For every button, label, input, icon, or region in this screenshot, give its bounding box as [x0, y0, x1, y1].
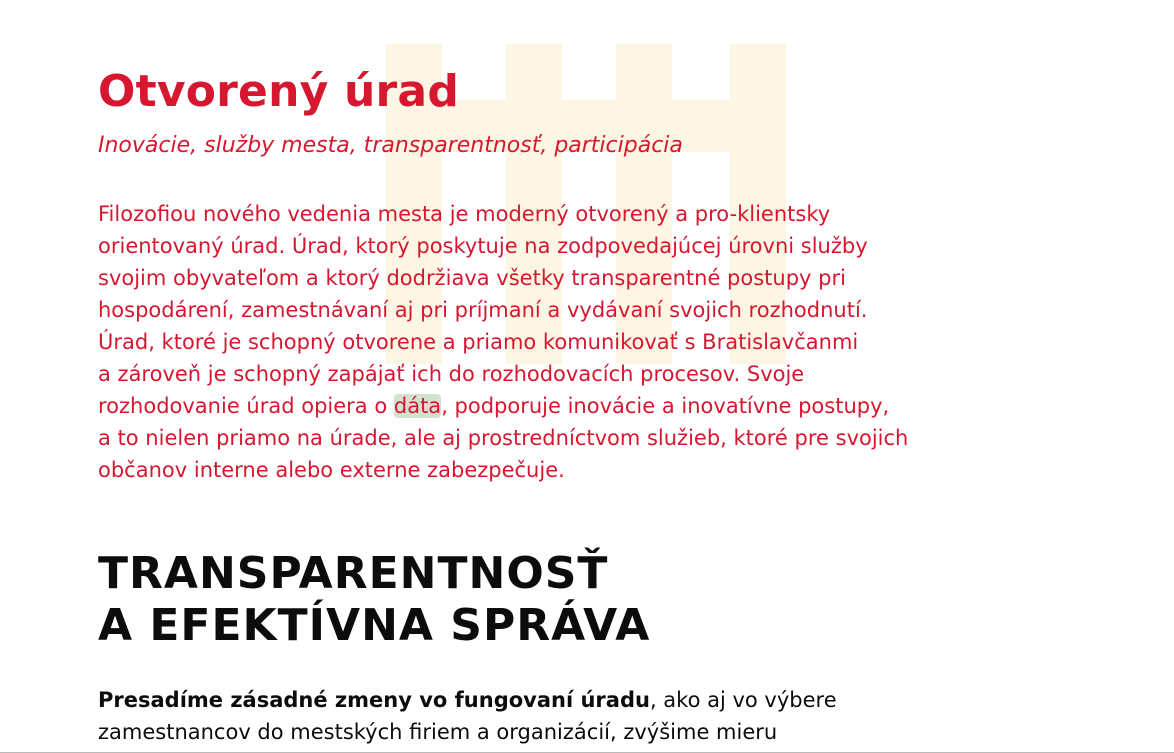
intro-line: Filozofiou nového vedenia mesta je moderný otvorený a pro-klientsky — [98, 202, 831, 226]
intro-line: občanov interne alebo externe zabezpečuje. — [98, 458, 565, 482]
intro-line: orientovaný úrad. Úrad, ktorý poskytuje na zodpovedajúcej úrovni služby — [98, 234, 868, 258]
body-line: zamestnancov do mestských firiem a organizácií, zvýšime mieru — [98, 720, 778, 744]
section-heading — [98, 548, 650, 652]
highlighted-word: dáta — [393, 394, 442, 418]
intro-line-segment: , podporuje inovácie a inovatívne postupy, — [441, 394, 890, 418]
intro-line: hospodárení, zamestnávaní aj pri príjmaní a vydávaní svojich rozhodnutí. — [98, 298, 868, 322]
intro-line: Úrad, ktoré je schopný otvorene a priamo komunikovať s Bratislavčanmi — [98, 330, 859, 354]
intro-line: a zároveň je schopný zapájať ich do rozhodovacích procesov. Svoje — [98, 362, 805, 386]
body-line — [98, 684, 837, 716]
body-bold-text: Presadíme zásadné zmeny vo fungovaní úradu — [98, 688, 650, 712]
intro-line: svojim obyvateľom a ktorý dodržiava všetky transparentné postupy pri — [98, 266, 846, 290]
intro-line-segment: rozhodovanie úrad opiera o — [98, 394, 394, 418]
page-title: Otvorený úrad — [98, 66, 460, 117]
intro-line — [98, 390, 908, 422]
intro-paragraph — [98, 198, 908, 486]
intro-line: a to nielen priamo na úrade, ale aj prostredníctvom služieb, ktoré pre svojich — [98, 426, 909, 450]
section-heading-line: TRANSPARENTNOSŤ — [98, 548, 609, 599]
body-text-rest: , ako aj vo výbere — [649, 688, 837, 712]
section-body — [98, 684, 837, 748]
page-subtitle: Inovácie, služby mesta, transparentnosť, participácia — [98, 133, 683, 158]
section-heading-line: A EFEKTÍVNA SPRÁVA — [98, 600, 651, 651]
